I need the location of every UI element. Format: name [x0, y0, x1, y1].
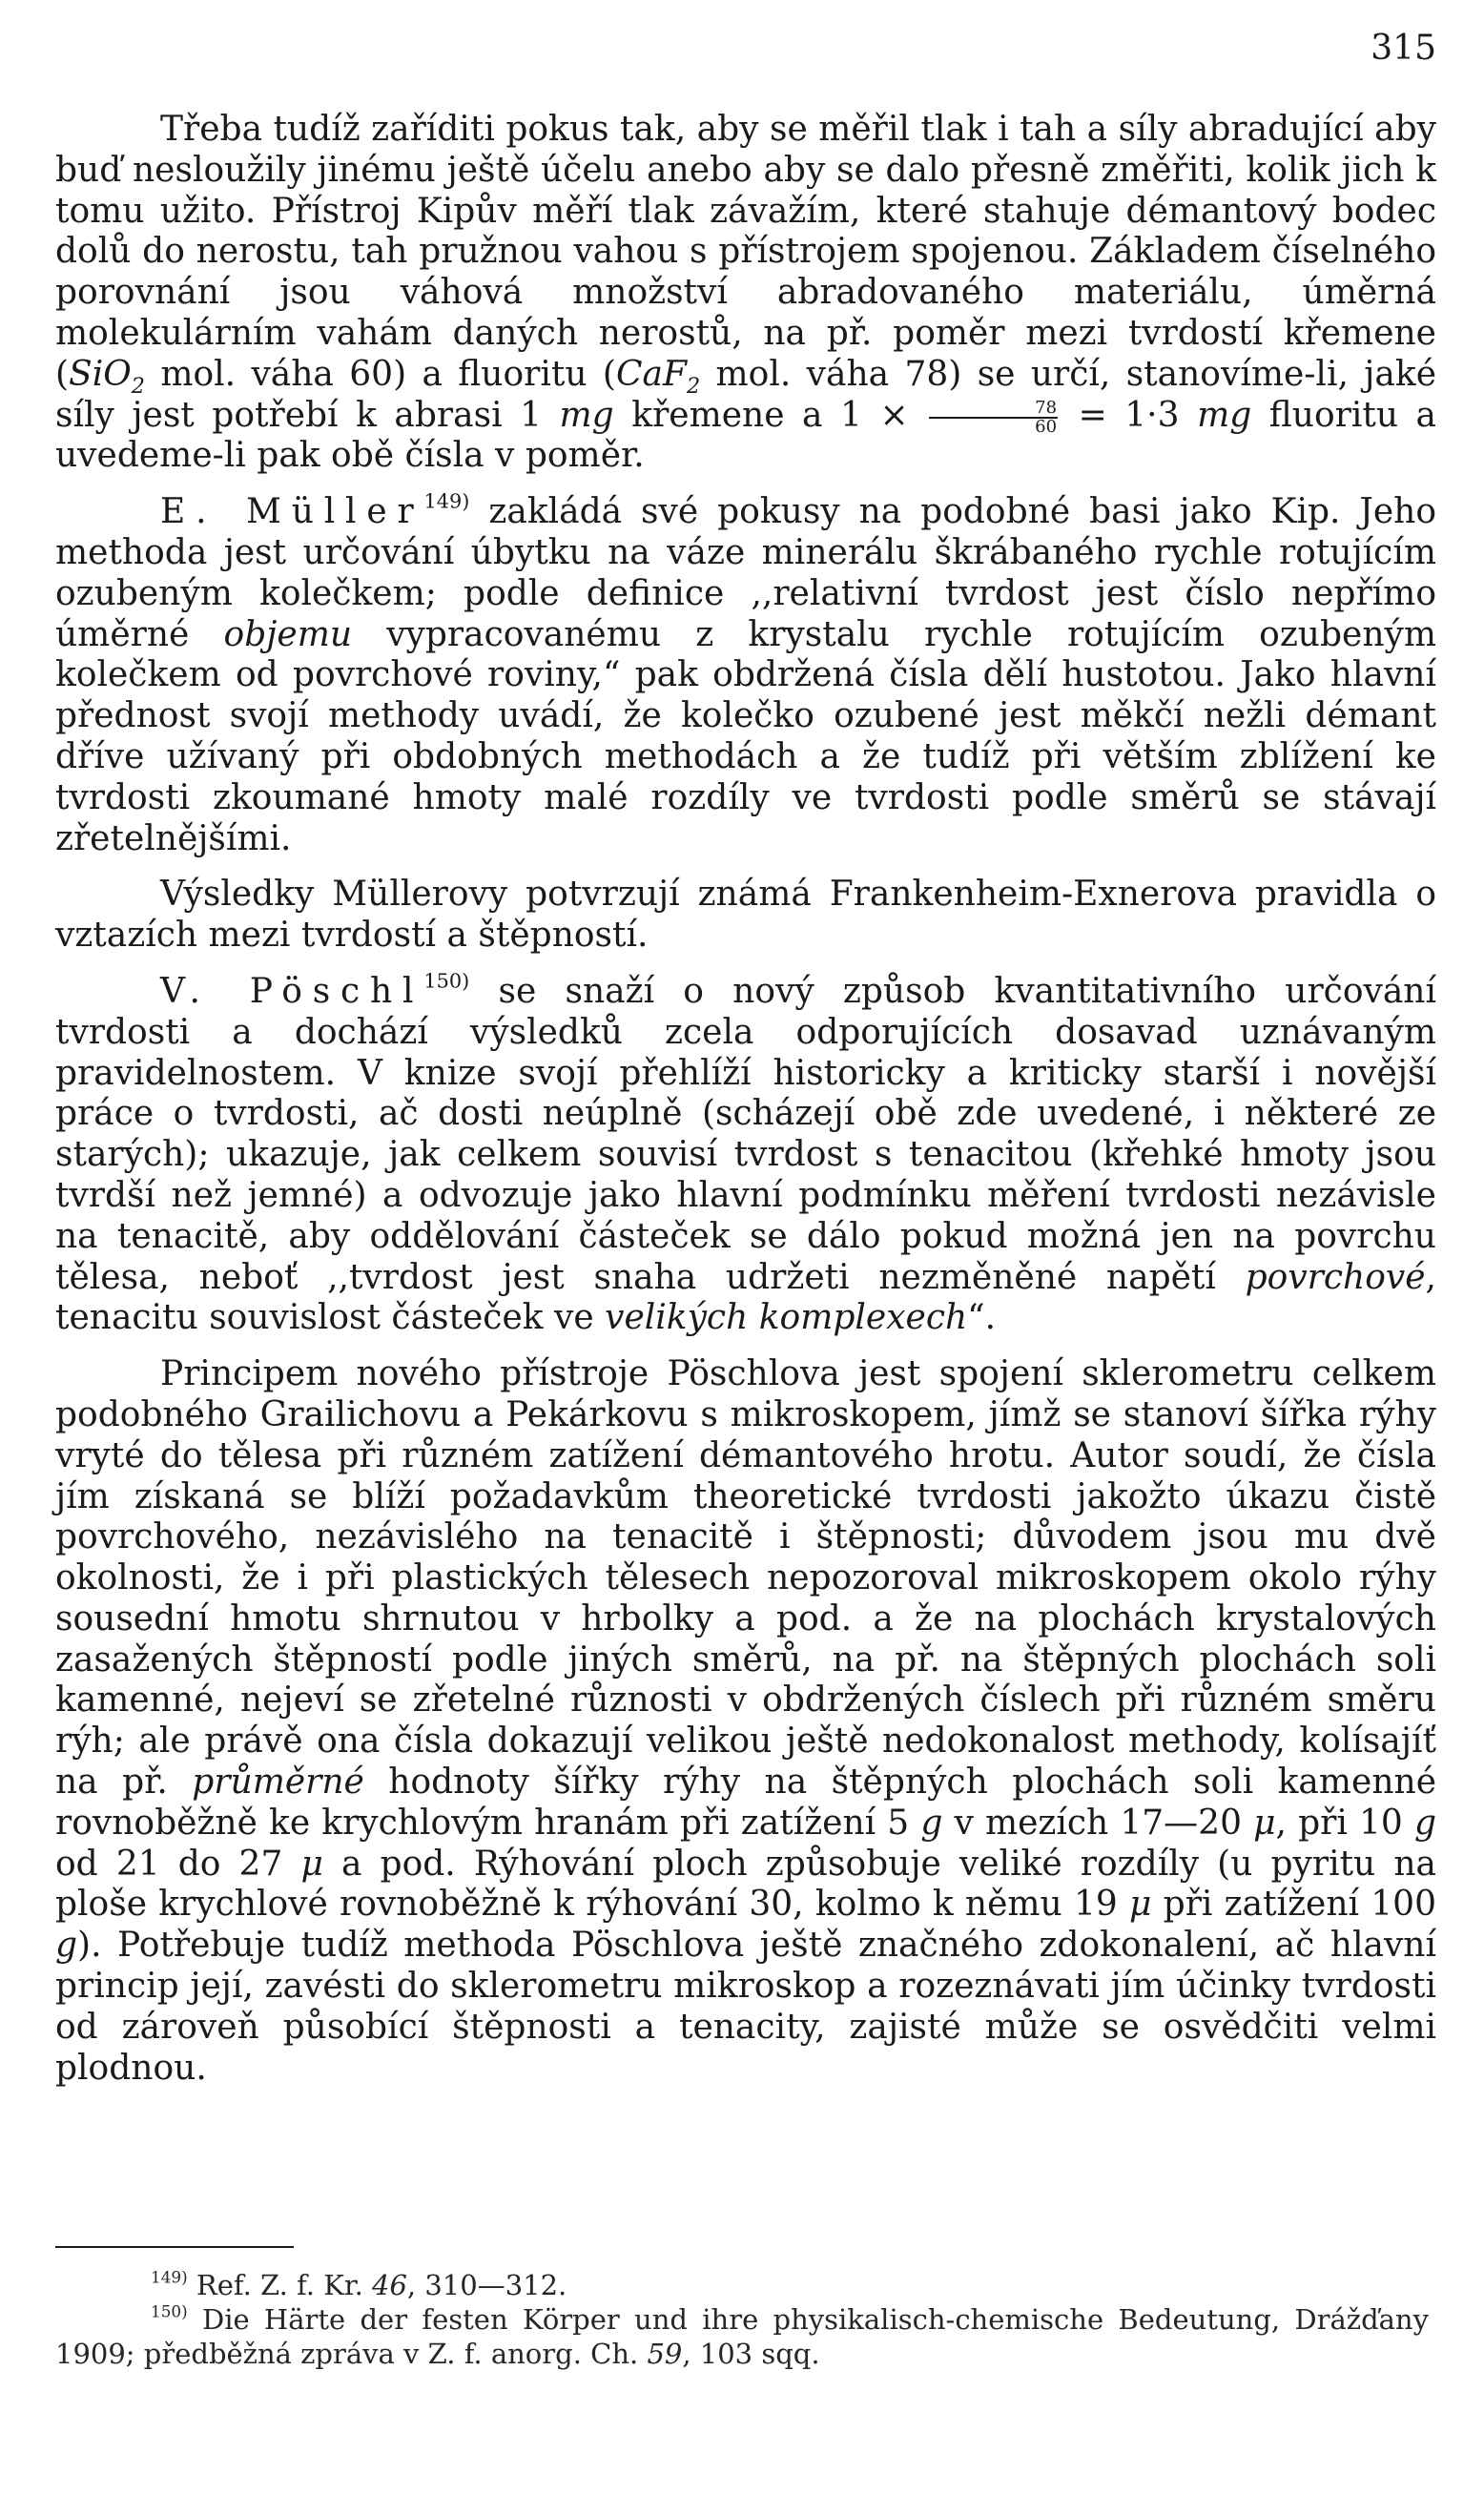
text: ). Potřebuje tudíž methoda Pöschlova ještě značného zdokonalení, ač hlavní princip její, zavésti do sklerometru mikroskop a rozeznávati jím účinky tvrdosti od zároveň působící štěpnosti a tenacity, zajisté může se osvědčiti velmi plodnou.	[55, 1926, 1436, 2088]
unit-mg: mg	[1197, 395, 1252, 435]
text: , tenacitu souvislost částeček ve	[55, 1257, 1436, 1338]
paragraph-kip-method	[55, 110, 1436, 477]
unit-g: g	[1413, 1803, 1436, 1843]
text: fluoritu a uvedeme-li pak obě čísla v poměr.	[55, 395, 1437, 476]
text: vypracovanému z krystalu rychle rotujícím ozubeným kolečkem od povrchové roviny,“ pak obdržená čísla dělí hustotou. Jako hlavní přednost svojí methody uvádí, že kolečko ozubené jest měkčí nežli démant dříve užívaný při obdobných methodách a že tudíž při větším zblížení ke tvrdosti zkoumané hmoty malé rozdíly ve tvrdosti podle směrů se stávají zřetelnějšími.	[55, 614, 1436, 858]
text: Ref. Z. f. Kr.	[187, 2269, 372, 2301]
emphasis: objemu	[223, 614, 353, 654]
text: a pod. Rýhování ploch způsobuje veliké rozdíly (u pyritu na ploše krychlové rovnoběžně k rýhování 30, kolmo k němu 19	[55, 1844, 1436, 1925]
footnotes	[55, 2268, 1429, 2371]
footnote-marker-150: 150)	[151, 2301, 188, 2321]
formula-sio2: SiO$_2$	[69, 354, 145, 399]
unit-mu: μ	[1253, 1803, 1276, 1843]
emphasis: průměrné	[192, 1763, 364, 1803]
emphasis: povrchové	[1245, 1257, 1426, 1297]
paragraph-poschl	[55, 969, 1436, 1339]
emphasis: velikých komplexech	[605, 1298, 968, 1338]
footnote-150	[55, 2302, 1429, 2371]
text: při zatížení 100	[1151, 1885, 1436, 1925]
text: v mezích 17—20	[942, 1803, 1254, 1843]
text: zakládá své pokusy na podobné basi jako Kip. Jeho methoda jest určování úbytku na váze minerálu škrábaného rychle rotujícím ozubeným kolečkem; podle definice ,,relativní tvrdost jest číslo nepřímo úměrné	[55, 492, 1436, 654]
text: , při 10	[1275, 1803, 1414, 1843]
unit-mu: μ	[300, 1844, 323, 1884]
text: se snaží o nový způsob kvantitativního určování tvrdosti a dochází výsledků zcela odporujících dosavad uznávaným pravidelnostem. V knize svojí přehlíží historicky a kriticky starší i novější práce o tvrdosti, ač dosti neúplně (scházejí obě zde uvedené, i některé ze starých); ukazuje, jak celkem souvisí tvrdost s tenacitou (křehké hmoty jsou tvrdší než jemné) a odvozuje jako hlavní podmínku měření tvrdosti nezávisle na tenacitě, aby oddělování částeček se dálo pokud možná jen na povrchu tělesa, neboť ,,tvrdost jest snaha udržeti nezměněné napětí	[55, 971, 1436, 1297]
author-muller: E. Müller	[160, 492, 424, 532]
text: křemene a 1 ×	[613, 395, 927, 435]
text: Principem nového přístroje Pöschlova jest spojení sklerometru celkem podobného Grailichovu a Pekárkovu s mikroskopem, jímž se stanoví šířka rýhy vryté do tělesa při různém zatížení démantového hrotu. Autor soudí, že čísla jím získaná se blíží požadavkům theoretické tvrdosti jakožto úkazu čistě povrchového, nezávislého na tenacitě i štěpnosti; důvodem jsou mu dvě okolnosti, že i při plastických tělesech nepozoroval mikroskopem okolo rýhy sousední hmotu shrnutou v hrbolky a pod. a že na plochách krystalových zasažených štěpností podle jiných směrů, na př. na štěpných plochách soli kamenné, nejeví se zřetelné různosti v obdržených číslech při různém směru rýh; ale právě ona čísla dokazují velikou ještě nedokonalost methody, kolísajíť na př.	[55, 1354, 1436, 1803]
text: od 21 do 27	[55, 1844, 301, 1884]
volume: 59	[647, 2338, 683, 2370]
text: , 310—312.	[406, 2269, 567, 2301]
text: mol. váha 60) a fluoritu (	[144, 354, 616, 394]
footnote-ref-149[interactable]: 149)	[423, 489, 470, 513]
fraction	[929, 397, 1058, 437]
text: mol. váha 78) se určí, stanovíme-li, jaké síly jest potřebí k abrasi 1	[55, 354, 1437, 435]
text: = 1·3	[1061, 395, 1198, 435]
fraction-numerator: 78	[1035, 397, 1058, 418]
unit-g: g	[55, 1926, 78, 1966]
footnote-149	[55, 2268, 1429, 2302]
paragraph-muller-results: Výsledky Müllerovy potvrzují známá Frankenheim-Exnerova pravidla o vztazích mezi tvrdostí a štěpností.	[55, 875, 1436, 956]
paragraph-poschl-instrument	[55, 1354, 1436, 2089]
footnote-marker-149: 149)	[151, 2267, 188, 2287]
footnote-divider	[55, 2246, 294, 2248]
paragraph-muller	[55, 489, 1436, 859]
text: hodnoty šířky rýhy na štěpných plochách soli kamenné rovnoběžně ke krychlovým hranám při zatížení 5	[55, 1763, 1437, 1843]
text: “.	[967, 1298, 997, 1338]
fraction-denominator: 60	[929, 417, 1058, 436]
unit-mu: μ	[1129, 1885, 1152, 1925]
page-number: 315	[1371, 29, 1436, 68]
text: Třeba tudíž zaříditi pokus tak, aby se měřil tlak i tah a síly abradující aby buď nesloužily jinému ještě účelu anebo aby se dalo přesně změřiti, kolik jich k tomu užito. Přístroj Kipův měří tlak závažím, které stahuje démantový bodec dolů do nerostu, tah pružnou vahou s přístrojem spojenou. Základem číselného porovnání jsou váhová množství abradovaného materiálu, úměrná molekulárním vahám daných nerostů, na př. poměr mezi tvrdostí křemene (	[55, 110, 1436, 394]
volume: 46	[372, 2269, 407, 2301]
footnote-ref-150[interactable]: 150)	[423, 969, 470, 993]
body-text	[55, 110, 1436, 2089]
unit-g: g	[920, 1803, 943, 1843]
formula-caf2: CaF$_2$	[615, 354, 701, 399]
author-poschl: V. Pöschl	[160, 971, 424, 1011]
unit-mg: mg	[559, 395, 614, 435]
text: Die Härte der festen Körper und ihre physikalisch-chemische Bedeutung, Drážďany 1909; předběžná zpráva v Z. f. anorg. Ch.	[55, 2303, 1429, 2370]
text: , 103 sqq.	[682, 2338, 820, 2370]
